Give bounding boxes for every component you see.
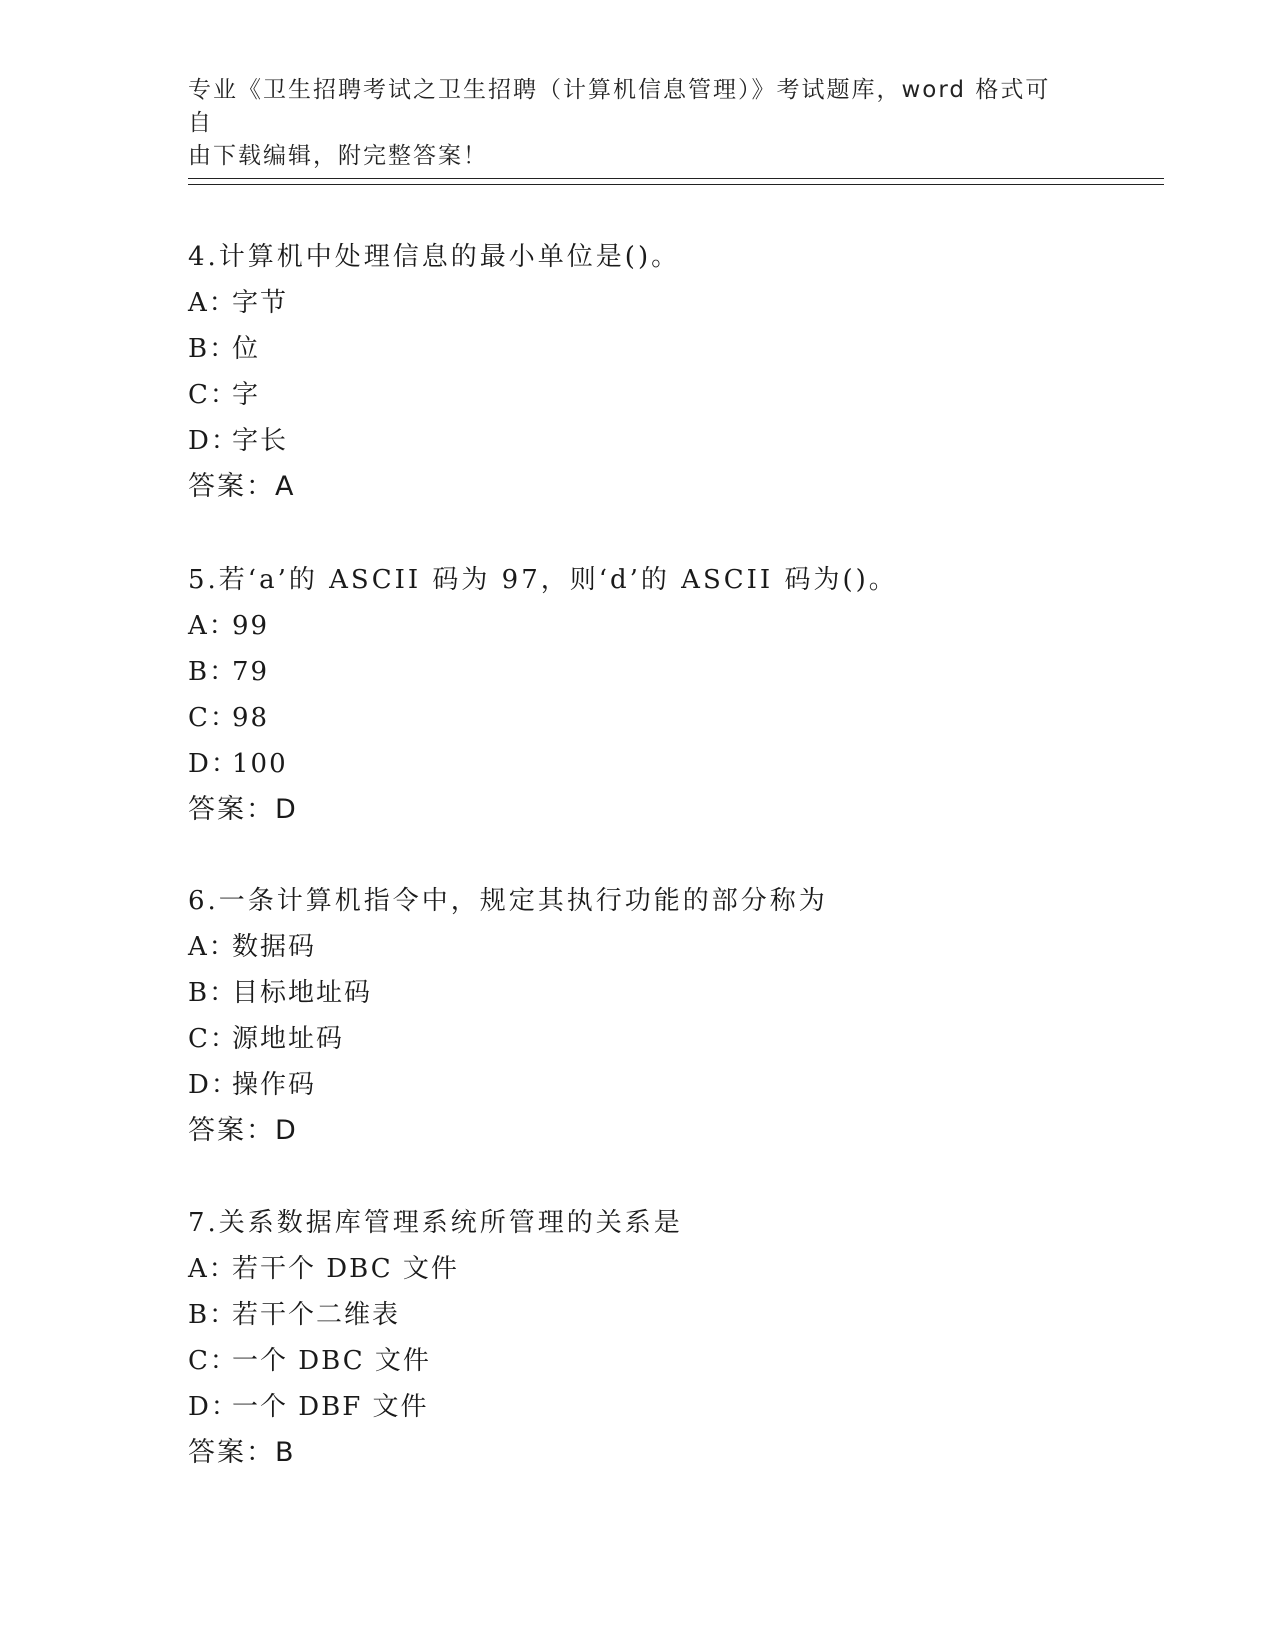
option-b [188, 970, 1148, 1016]
option-key: D： [188, 1392, 239, 1422]
option-key: A： [188, 611, 237, 641]
option-key: C： [188, 380, 238, 410]
option-key: C： [188, 1346, 238, 1376]
option-text: 79 [232, 657, 270, 687]
option-key: A： [188, 1254, 237, 1284]
option-text: 一个 DBF 文件 [232, 1392, 429, 1422]
question-block [188, 1200, 1148, 1476]
answer-line: 答案：D [188, 794, 298, 825]
answer-line: 答案：D [188, 1115, 298, 1146]
option-d [188, 418, 1148, 464]
question-block [188, 557, 1148, 833]
question-title: 7.关系数据库管理系统所管理的关系是 [188, 1208, 683, 1238]
option-text: 字长 [232, 426, 289, 456]
option-text: 若干个二维表 [232, 1300, 401, 1330]
option-a [188, 1246, 1148, 1292]
header-line-2: 由下载编辑，附完整答案！ [188, 143, 488, 169]
header-line-1: 专业《卫生招聘考试之卫生招聘（计算机信息管理）》考试题库，word 格式可自 [188, 77, 1051, 136]
option-text: 操作码 [232, 1070, 317, 1100]
answer-line: 答案：A [188, 471, 296, 502]
option-text: 一个 DBC 文件 [232, 1346, 431, 1376]
question-title: 4.计算机中处理信息的最小单位是()。 [188, 242, 681, 272]
option-key: D： [188, 749, 239, 779]
option-d [188, 741, 1148, 787]
option-key: B： [188, 657, 238, 687]
question-title: 5.若‘a’的 ASCII 码为 97，则‘d’的 ASCII 码为()。 [188, 565, 898, 595]
option-b [188, 649, 1148, 695]
option-d [188, 1384, 1148, 1430]
option-text: 数据码 [232, 932, 317, 962]
option-key: D： [188, 1070, 239, 1100]
option-c [188, 372, 1148, 418]
option-text: 100 [232, 749, 288, 779]
header-divider-top [188, 178, 1164, 179]
option-key: A： [188, 288, 237, 318]
option-text: 若干个 DBC 文件 [232, 1254, 459, 1284]
option-a [188, 280, 1148, 326]
option-text: 源地址码 [232, 1024, 345, 1054]
option-key: B： [188, 978, 238, 1008]
option-a [188, 603, 1148, 649]
option-text: 98 [232, 703, 270, 733]
header-divider-bottom [188, 184, 1164, 185]
option-text: 位 [232, 334, 261, 364]
option-text: 字 [232, 380, 261, 410]
option-key: A： [188, 932, 237, 962]
option-key: C： [188, 703, 238, 733]
question-block [188, 234, 1148, 510]
question-block [188, 878, 1148, 1154]
option-a [188, 924, 1148, 970]
answer-line: 答案：B [188, 1437, 296, 1468]
option-text: 目标地址码 [232, 978, 373, 1008]
question-title: 6.一条计算机指令中，规定其执行功能的部分称为 [188, 886, 828, 916]
option-key: B： [188, 334, 238, 364]
option-text: 字节 [232, 288, 289, 318]
option-b [188, 326, 1148, 372]
option-key: D： [188, 426, 239, 456]
document-header [188, 74, 1068, 173]
option-d [188, 1062, 1148, 1108]
option-b [188, 1292, 1148, 1338]
option-c [188, 1338, 1148, 1384]
option-key: C： [188, 1024, 238, 1054]
option-c [188, 1016, 1148, 1062]
option-c [188, 695, 1148, 741]
option-key: B： [188, 1300, 238, 1330]
option-text: 99 [232, 611, 270, 641]
